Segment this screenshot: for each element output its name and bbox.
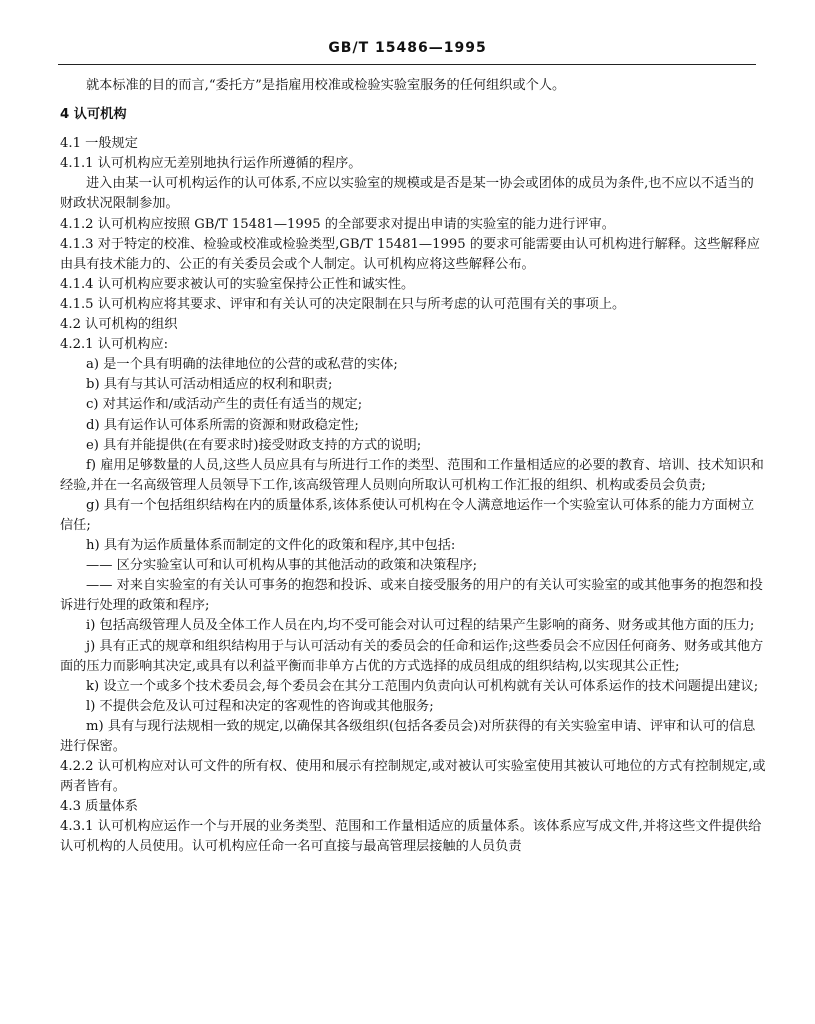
list-item-i: i) 包括高级管理人员及全体工作人员在内,均不受可能会对认可过程的结果产生影响的商务、财务或其他方面的压力; bbox=[86, 618, 755, 634]
list-item-h: h) 具有为运作质量体系而制定的文件化的政策和程序,其中包括: bbox=[86, 538, 456, 554]
document-body bbox=[60, 76, 766, 858]
list-item-c: c) 对其运作和/或活动产生的责任有适当的规定; bbox=[86, 397, 363, 413]
clause-4-2-1: 4.2.1 认可机构应: bbox=[60, 337, 169, 353]
header-rule bbox=[58, 64, 756, 65]
clause-heading-4-1: 4.1 一般规定 bbox=[60, 136, 138, 152]
clause-heading-4-2: 4.2 认可机构的组织 bbox=[60, 317, 178, 333]
paragraph: 进入由某一认可机构运作的认可体系,不应以实验室的规模或是否是某一协会或团体的成员为条件,也不应以不适当的财政状况限制参加。 bbox=[60, 176, 754, 212]
clause-4-2-2: 4.2.2 认可机构应对认可文件的所有权、使用和展示有控制规定,或对被认可实验室使用其被认可地位的方式有控制规定,或两者皆有。 bbox=[60, 759, 766, 795]
section-heading-4: 4 认可机构 bbox=[60, 107, 127, 123]
list-item-m: m) 具有与现行法规相一致的规定,以确保其各级组织(包括各委员会)对所获得的有关实验室申请、评审和认可的信息进行保密。 bbox=[60, 718, 756, 754]
page-header: GB/T 15486—1995 bbox=[328, 40, 487, 56]
dash-item-2: —— 对来自实验室的有关认可事务的抱怨和投诉、或来自接受服务的用户的有关认可实验室的或其他事务的抱怨和投诉进行处理的政策和程序; bbox=[60, 578, 763, 614]
list-item-g: g) 具有一个包括组织结构在内的质量体系,该体系使认可机构在令人满意地运作一个实验室认可体系的能力方面树立信任; bbox=[60, 497, 755, 533]
clause-4-1-5: 4.1.5 认可机构应将其要求、评审和有关认可的决定限制在只与所考虑的认可范围有关的事项上。 bbox=[60, 296, 626, 312]
clause-heading-4-3: 4.3 质量体系 bbox=[60, 799, 138, 815]
list-item-d: d) 具有运作认可体系所需的资源和财政稳定性; bbox=[86, 417, 359, 433]
clause-4-3-1: 4.3.1 认可机构应运作一个与开展的业务类型、范围和工作量相适应的质量体系。该体系应写成文件,并将这些文件提供给认可机构的人员使用。认可机构应任命一名可直接与最高管理层接触的人员负责 bbox=[60, 819, 762, 855]
list-item-j: j) 具有正式的规章和组织结构用于与认可活动有关的委员会的任命和运作;这些委员会不应因任何商务、财务或其他方面的压力而影响其决定,或具有以利益平衡而非单方占优的方式选择的成员组成的组织结构,以实现其公正性; bbox=[60, 638, 764, 674]
clause-4-1-2: 4.1.2 认可机构应按照 GB/T 15481—1995 的全部要求对提出申请的实验室的能力进行评审。 bbox=[60, 216, 615, 232]
list-item-e: e) 具有并能提供(在有要求时)接受财政支持的方式的说明; bbox=[86, 437, 422, 453]
dash-item-1: —— 区分实验室认可和认可机构从事的其他活动的政策和决策程序; bbox=[86, 558, 478, 574]
clause-4-1-3: 4.1.3 对于特定的校准、检验或校准或检验类型,GB/T 15481—1995 的要求可能需要由认可机构进行解释。这些解释应由具有技术能力的、公正的有关委员会或个人制定。认可机构应将这些解释公布。 bbox=[60, 236, 760, 272]
list-item-f: f) 雇用足够数量的人员,这些人员应具有与所进行工作的类型、范围和工作量相适应的必要的教育、培训、技术知识和经验,并在一名高级管理人员领导下工作,该高级管理人员则向所取认可机构工作汇报的组织、机构或委员会负责; bbox=[60, 457, 764, 493]
list-item-k: k) 设立一个或多个技术委员会,每个委员会在其分工范围内负责向认可机构就有关认可体系运作的技术问题提出建议; bbox=[86, 678, 759, 694]
clause-4-1-4: 4.1.4 认可机构应要求被认可的实验室保持公正性和诚实性。 bbox=[60, 276, 415, 292]
clause-4-1-1: 4.1.1 认可机构应无差别地执行运作所遵循的程序。 bbox=[60, 156, 362, 172]
list-item-a: a) 是一个具有明确的法律地位的公营的或私营的实体; bbox=[86, 357, 398, 373]
list-item-b: b) 具有与其认可活动相适应的权利和职责; bbox=[86, 377, 333, 393]
list-item-l: l) 不提供会危及认可过程和决定的客观性的咨询或其他服务; bbox=[86, 698, 434, 714]
paragraph: 就本标准的目的而言,“委托方”是指雇用校准或检验实验室服务的任何组织或个人。 bbox=[86, 78, 566, 93]
